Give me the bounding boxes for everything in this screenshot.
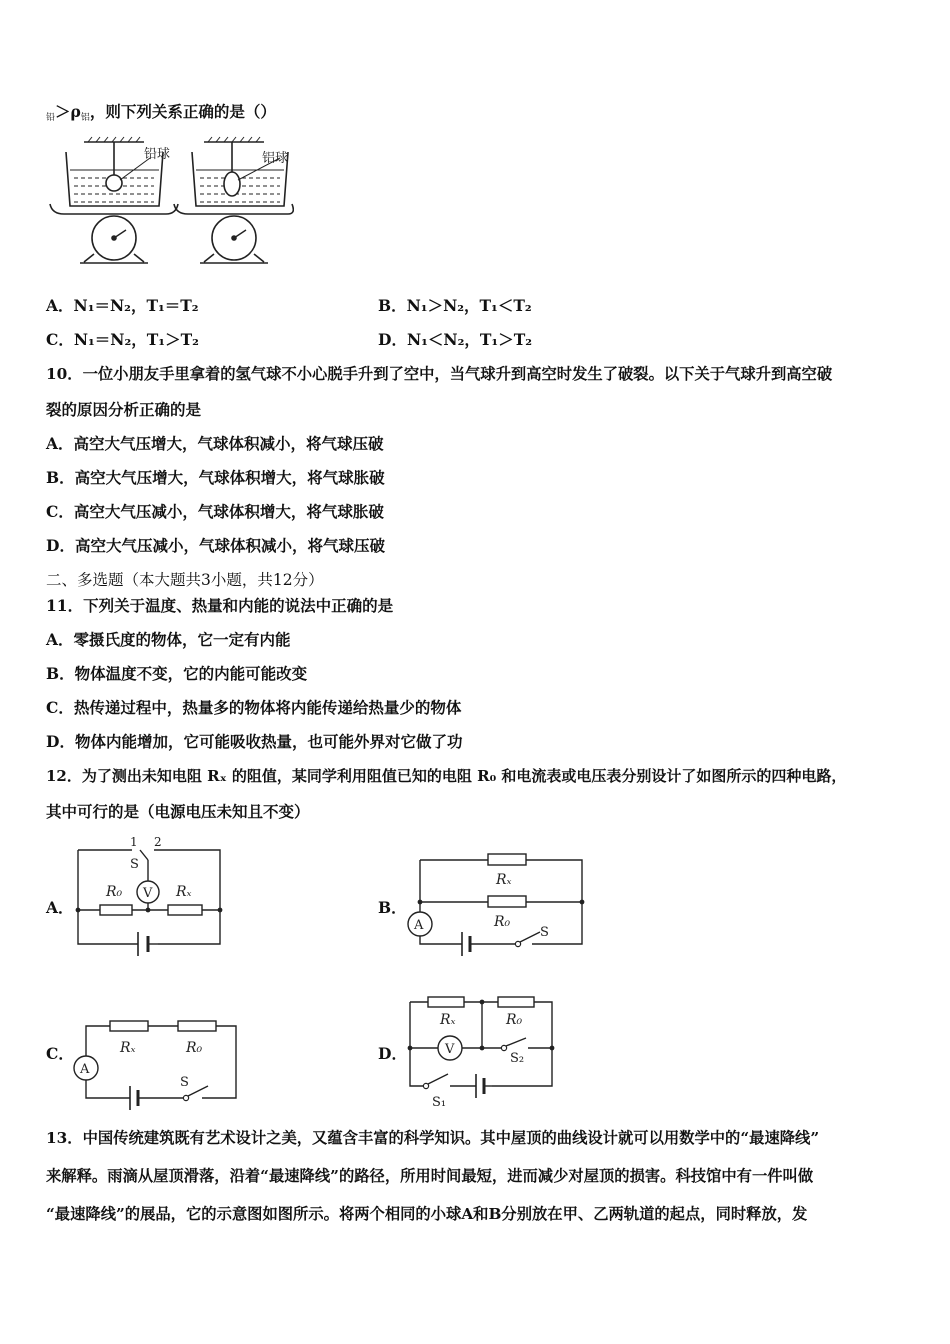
circuit-c-switch-label: S bbox=[180, 1075, 189, 1090]
circuit-b bbox=[400, 848, 590, 964]
q13-stem-line1: 13．中国传统建筑既有艺术设计之美，又蕴含丰富的科学知识。其中屋顶的曲线设计就可以用数学中的“最速降线” bbox=[46, 1129, 820, 1147]
q12-stem-line2: 其中可行的是（电源电压未知且不变） bbox=[46, 802, 310, 821]
circuit-b-r0-label: R₀ bbox=[494, 914, 511, 930]
circuit-d-rx bbox=[428, 997, 464, 1007]
circuit-c-meter-label: A bbox=[80, 1062, 90, 1077]
q11-stem: 11．下列关于温度、热量和内能的说法中正确的是 bbox=[46, 596, 394, 615]
circuit-d-label: D． bbox=[378, 1044, 407, 1063]
left-lead-ball bbox=[106, 175, 122, 191]
label-aluminum-ball: 铝球 bbox=[262, 151, 289, 166]
q9-option-b: B．N₁＞N₂，T₁＜T₂ bbox=[378, 296, 532, 315]
q11-option-b: B．物体温度不变，它的内能可能改变 bbox=[46, 664, 308, 683]
q12-stem-line1: 12．为了测出未知电阻 Rₓ 的阻值，某同学利用阻值已知的电阻 R₀ 和电流表或电压表分别设计了如图所示的四种电路， bbox=[46, 767, 847, 785]
circuit-a-r0-label: R₀ bbox=[106, 884, 123, 900]
circuit-a-meter-label: V bbox=[143, 886, 153, 901]
circuit-a-switch-label: S bbox=[130, 857, 139, 872]
circuit-d-r0 bbox=[498, 997, 534, 1007]
circuit-a-terminal-1: 1 bbox=[130, 835, 138, 849]
q9-lead-sub-left: 铅 bbox=[46, 113, 56, 123]
circuit-d-wires bbox=[410, 1002, 424, 1086]
q9-option-a: A．N₁＝N₂，T₁＝T₂ bbox=[46, 296, 199, 315]
circuit-c-r0-label: R₀ bbox=[186, 1040, 203, 1056]
q9-lead-mid: ＞ρ bbox=[55, 102, 81, 121]
q13-stem-line2: 来解释。雨滴从屋顶滑落，沿着“最速降线”的路径，所用时间最短，进而减少对屋顶的损害。科技馆中有一件叫做 bbox=[46, 1167, 814, 1185]
q10-option-d: D．高空大气压减小，气球体积减小，将气球压破 bbox=[46, 536, 385, 555]
q10-option-c: C．高空大气压减小，气球体积增大，将气球胀破 bbox=[46, 502, 384, 521]
circuit-c bbox=[70, 1012, 246, 1114]
circuit-d-s2-label: S₂ bbox=[510, 1051, 525, 1066]
circuit-b-rx-label: Rₓ bbox=[496, 872, 512, 888]
q9-lead-sub-right: 铝 bbox=[80, 113, 90, 123]
circuit-a bbox=[72, 832, 230, 962]
circuit-a-r0 bbox=[100, 905, 132, 915]
q9-figure bbox=[44, 130, 294, 270]
circuit-d bbox=[402, 994, 562, 1108]
q11-option-a: A．零摄氏度的物体，它一定有内能 bbox=[46, 630, 291, 649]
circuit-a-terminal-2: 2 bbox=[154, 835, 162, 849]
circuit-c-switch-blade bbox=[188, 1086, 208, 1096]
label-lead-ball: 铅球 bbox=[144, 147, 171, 162]
q11-option-d: D．物体内能增加，它可能吸收热量，也可能外界对它做了功 bbox=[46, 732, 463, 751]
q10-option-a: A．高空大气压增大，气球体积减小，将气球压破 bbox=[46, 434, 384, 453]
circuit-d-s2-blade bbox=[506, 1038, 526, 1046]
circuit-c-rx-label: Rₓ bbox=[120, 1040, 136, 1056]
q9-lead-tail: ，则下列关系正确的是（） bbox=[89, 102, 276, 121]
right-aluminum-ball bbox=[224, 172, 240, 196]
q10-stem-line1: 10．一位小朋友手里拿着的氢气球不小心脱手升到了空中，当气球升到高空时发生了破裂。以下关于气球升到高空破 bbox=[46, 365, 833, 383]
circuit-d-r0-label: R₀ bbox=[506, 1012, 523, 1028]
circuit-b-switch-blade bbox=[520, 932, 540, 942]
circuit-c-rx bbox=[110, 1021, 148, 1031]
q9-option-c: C．N₁＝N₂，T₁＞T₂ bbox=[46, 330, 199, 349]
circuit-a-label: A． bbox=[46, 898, 74, 917]
circuit-b-r0 bbox=[488, 896, 526, 907]
circuit-b-meter-label: A bbox=[414, 918, 424, 933]
circuit-c-label: C． bbox=[46, 1044, 74, 1063]
circuit-d-meter-label: V bbox=[445, 1042, 455, 1057]
circuit-c-r0 bbox=[178, 1021, 216, 1031]
circuit-d-rx-label: Rₓ bbox=[440, 1012, 456, 1028]
q10-option-b: B．高空大气压增大，气球体积增大，将气球胀破 bbox=[46, 468, 385, 487]
q10-stem-line2: 裂的原因分析正确的是 bbox=[46, 400, 202, 419]
circuit-c-wires bbox=[86, 1026, 110, 1056]
circuit-b-rx bbox=[488, 854, 526, 865]
q13-stem-line3: “最速降线”的展品，它的示意图如图所示。将两个相同的小球A和B分别放在甲、乙两轨道的起点，同时释放，发 bbox=[46, 1205, 808, 1223]
circuit-b-switch-label: S bbox=[540, 925, 549, 940]
circuit-b-label: B． bbox=[378, 898, 407, 917]
q9-stem bbox=[46, 102, 276, 128]
right-scale-base bbox=[200, 254, 268, 263]
q9-option-d: D．N₁＜N₂，T₁＞T₂ bbox=[378, 330, 533, 349]
q11-option-c: C．热传递过程中，热量多的物体将内能传递给热量少的物体 bbox=[46, 698, 462, 717]
circuit-d-s1-label: S₁ bbox=[432, 1095, 447, 1108]
section-heading: 二、多选题（本大题共3小题，共12分） bbox=[46, 571, 324, 589]
circuit-d-s1-blade bbox=[428, 1074, 448, 1084]
left-scale-base bbox=[80, 254, 148, 263]
circuit-a-rx-label: Rₓ bbox=[176, 884, 192, 900]
circuit-a-rx bbox=[168, 905, 202, 915]
